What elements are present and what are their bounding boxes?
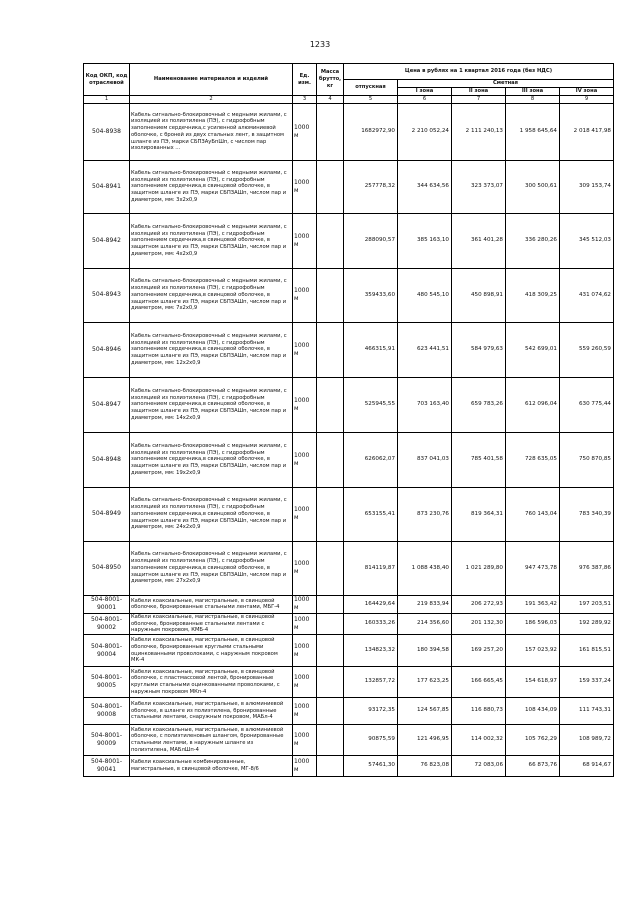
row-zone-2-price: 206 272,93 xyxy=(452,595,506,613)
row-code: 504-8950 xyxy=(84,541,130,595)
row-zone-3-price: 108 434,09 xyxy=(506,698,560,725)
row-mass xyxy=(317,698,344,725)
row-code: 504-8001-90009 xyxy=(84,725,130,756)
row-zone-3-price: 336 280,26 xyxy=(506,213,560,268)
row-name: Кабель сигнально-блокировочный с медными жилами, с изоляцией из полиэтилена (ПЭ), с гидрофобным заполнением сердечника,в свинцовой оболочке, в защитном шланге из ПЭ, марки СБПЗАШп, числом пар и диаметром, мм: 24х2х0,9 xyxy=(130,487,293,541)
row-code: 504-8949 xyxy=(84,487,130,541)
row-zone-2-price: 169 257,20 xyxy=(452,635,506,667)
row-zone-1-price: 124 567,85 xyxy=(398,698,452,725)
col-number: 3 xyxy=(293,96,317,104)
row-zone-1-price: 837 041,03 xyxy=(398,432,452,487)
header-zone-2: II зона xyxy=(452,88,506,96)
row-zone-4-price: 559 260,59 xyxy=(560,322,614,377)
row-unit: 1000 м xyxy=(293,213,317,268)
row-name: Кабели коаксиальные, магистральные, в свинцовой оболочке, с пластмассовой лентой, бронированные круглыми стальными оцинкованными проволоками, с наружным покровом МКп-4 xyxy=(130,667,293,698)
row-zone-1-price: 703 163,40 xyxy=(398,377,452,432)
row-zone-1-price: 1 088 438,40 xyxy=(398,541,452,595)
row-zone-2-price: 323 373,07 xyxy=(452,160,506,213)
row-mass xyxy=(317,635,344,667)
row-code: 504-8941 xyxy=(84,160,130,213)
row-release-price: 814119,87 xyxy=(344,541,398,595)
row-name: Кабель сигнально-блокировочный с медными жилами, с изоляцией из полиэтилена (ПЭ), с гидрофобным заполнением сердечника,в свинцовой оболочке, в защитном шланге из ПЭ, марки СБПЗАШп, числом пар и диаметром, мм: 14х2х0,9 xyxy=(130,377,293,432)
row-code: 504-8942 xyxy=(84,213,130,268)
row-release-price: 160333,26 xyxy=(344,613,398,634)
row-zone-3-price: 542 699,01 xyxy=(506,322,560,377)
col-number: 7 xyxy=(452,96,506,104)
row-name: Кабель сигнально-блокировочный с медными жилами, с изоляцией из полиэтилена (ПЭ), с гидрофобным заполнением сердечника,в свинцовой оболочке, в защитном шланге из ПЭ, марки СБПЗАШп, числом пар и диаметром, мм: 12х2х0,9 xyxy=(130,322,293,377)
row-zone-1-price: 180 394,58 xyxy=(398,635,452,667)
row-code: 504-8001-90005 xyxy=(84,667,130,698)
header-code: Код ОКП, код отраслевой xyxy=(84,64,130,96)
row-unit: 1000 м xyxy=(293,432,317,487)
row-zone-3-price: 105 762,29 xyxy=(506,725,560,756)
row-zone-4-price: 2 018 417,98 xyxy=(560,103,614,160)
table-row xyxy=(84,613,614,634)
row-unit: 1000 м xyxy=(293,541,317,595)
row-unit: 1000 м xyxy=(293,698,317,725)
row-zone-2-price: 72 083,06 xyxy=(452,756,506,777)
row-mass xyxy=(317,103,344,160)
row-zone-1-price: 344 634,56 xyxy=(398,160,452,213)
row-unit: 1000 м xyxy=(293,595,317,613)
row-zone-1-price: 480 545,10 xyxy=(398,268,452,322)
row-zone-4-price: 976 387,86 xyxy=(560,541,614,595)
row-release-price: 525945,55 xyxy=(344,377,398,432)
row-zone-3-price: 300 500,61 xyxy=(506,160,560,213)
row-release-price: 288090,57 xyxy=(344,213,398,268)
table-row xyxy=(84,487,614,541)
row-zone-4-price: 431 074,62 xyxy=(560,268,614,322)
row-release-price: 626062,07 xyxy=(344,432,398,487)
row-mass xyxy=(317,322,344,377)
row-zone-3-price: 157 023,92 xyxy=(506,635,560,667)
row-zone-4-price: 345 512,03 xyxy=(560,213,614,268)
row-code: 504-8943 xyxy=(84,268,130,322)
row-unit: 1000 м xyxy=(293,322,317,377)
row-zone-3-price: 760 143,04 xyxy=(506,487,560,541)
row-zone-2-price: 1 021 289,80 xyxy=(452,541,506,595)
row-mass xyxy=(317,432,344,487)
table-row xyxy=(84,541,614,595)
table-row xyxy=(84,725,614,756)
col-number: 9 xyxy=(560,96,614,104)
header-zone-4: IV зона xyxy=(560,88,614,96)
row-mass xyxy=(317,377,344,432)
row-zone-1-price: 385 163,10 xyxy=(398,213,452,268)
row-zone-4-price: 309 153,74 xyxy=(560,160,614,213)
table-row xyxy=(84,595,614,613)
row-zone-4-price: 197 203,51 xyxy=(560,595,614,613)
row-zone-1-price: 121 496,95 xyxy=(398,725,452,756)
row-code: 504-8947 xyxy=(84,377,130,432)
row-zone-3-price: 66 873,76 xyxy=(506,756,560,777)
row-code: 504-8001-90008 xyxy=(84,698,130,725)
row-zone-3-price: 728 635,05 xyxy=(506,432,560,487)
row-mass xyxy=(317,595,344,613)
row-unit: 1000 м xyxy=(293,667,317,698)
row-unit: 1000 м xyxy=(293,756,317,777)
row-zone-2-price: 819 364,31 xyxy=(452,487,506,541)
header-zone-1: I зона xyxy=(398,88,452,96)
row-zone-4-price: 630 775,44 xyxy=(560,377,614,432)
row-release-price: 134823,32 xyxy=(344,635,398,667)
table-row xyxy=(84,268,614,322)
row-zone-4-price: 159 337,24 xyxy=(560,667,614,698)
row-zone-1-price: 219 833,94 xyxy=(398,595,452,613)
row-mass xyxy=(317,725,344,756)
table-row xyxy=(84,635,614,667)
row-name: Кабели коаксиальные, магистральные, в свинцовой оболочке, бронированные стальными лентами с наружным покровом, КМБ-4 xyxy=(130,613,293,634)
row-name: Кабели коаксиальные, магистральные, в свинцовой оболочке, бронированные стальными лентами, МБГ-4 xyxy=(130,595,293,613)
col-number: 8 xyxy=(506,96,560,104)
row-zone-3-price: 418 309,25 xyxy=(506,268,560,322)
row-name: Кабели коаксиальные комбинированные, магистральные, в свинцовой оболочке, МГ-8/6 xyxy=(130,756,293,777)
table-row xyxy=(84,213,614,268)
row-zone-2-price: 166 665,45 xyxy=(452,667,506,698)
col-number: 2 xyxy=(130,96,293,104)
row-name: Кабель сигнально-блокировочный с медными жилами, с изоляцией из полиэтилена (ПЭ), с гидрофобным заполнением сердечника,в свинцовой оболочке, в защитном шланге из ПЭ, марки СБПЗАШп, числом пар и диаметром, мм: 27х2х0,9 xyxy=(130,541,293,595)
row-zone-1-price: 76 823,08 xyxy=(398,756,452,777)
row-zone-1-price: 214 356,60 xyxy=(398,613,452,634)
row-zone-2-price: 201 132,30 xyxy=(452,613,506,634)
row-zone-3-price: 947 473,78 xyxy=(506,541,560,595)
header-name: Наименование материалов и изделий xyxy=(130,64,293,96)
row-code: 504-8001-90004 xyxy=(84,635,130,667)
row-name: Кабели коаксиальные, магистральные, в алюминиевой оболочке, в шланге из полиэтилена, бронированные стальными лентами, снаружным покровом, МАБл-4 xyxy=(130,698,293,725)
row-release-price: 466315,91 xyxy=(344,322,398,377)
row-zone-4-price: 111 743,31 xyxy=(560,698,614,725)
row-zone-2-price: 450 898,91 xyxy=(452,268,506,322)
row-zone-4-price: 783 340,39 xyxy=(560,487,614,541)
row-release-price: 1682972,90 xyxy=(344,103,398,160)
row-unit: 1000 м xyxy=(293,377,317,432)
table-body xyxy=(84,103,614,776)
row-mass xyxy=(317,487,344,541)
row-zone-2-price: 361 401,28 xyxy=(452,213,506,268)
row-zone-4-price: 68 914,67 xyxy=(560,756,614,777)
row-name: Кабель сигнально-блокировочный с медными жилами, с изоляцией из полиэтилена (ПЭ), с гидрофобным заполнением сердечника,в свинцовой оболочке, в защитном шланге из ПЭ, марки СБПЗАШп, числом пар и диаметром, мм: 4х2х0,9 xyxy=(130,213,293,268)
table-row xyxy=(84,432,614,487)
row-zone-2-price: 785 401,58 xyxy=(452,432,506,487)
row-zone-2-price: 584 979,63 xyxy=(452,322,506,377)
header-estimate: Сметная xyxy=(398,80,614,88)
table-row xyxy=(84,377,614,432)
row-code: 504-8001-90041 xyxy=(84,756,130,777)
row-unit: 1000 м xyxy=(293,160,317,213)
row-release-price: 257778,32 xyxy=(344,160,398,213)
row-mass xyxy=(317,160,344,213)
row-name: Кабель сигнально-блокировочный с медными жилами, с изоляцией из полиэтилена (ПЭ), с гидрофобным заполнением сердечника,с усиленной алюминиевой оболочке, с броней из двух стальных лент, в защитном шланге из ПЭ, марки СБПЗАуБпШп, с числом пар изолированных ... xyxy=(130,103,293,160)
table-row xyxy=(84,160,614,213)
row-code: 504-8001-90001 xyxy=(84,595,130,613)
row-name: Кабели коаксиальные, магистральные, в свинцовой оболочке, бронированные круглыми стальными оцинкованными проволоками, с наружным покровом МК-4 xyxy=(130,635,293,667)
row-zone-2-price: 659 783,26 xyxy=(452,377,506,432)
row-zone-3-price: 1 958 645,64 xyxy=(506,103,560,160)
row-zone-4-price: 192 289,92 xyxy=(560,613,614,634)
col-number: 1 xyxy=(84,96,130,104)
row-zone-4-price: 161 815,51 xyxy=(560,635,614,667)
row-code: 504-8946 xyxy=(84,322,130,377)
row-code: 504-8938 xyxy=(84,103,130,160)
row-zone-3-price: 191 363,42 xyxy=(506,595,560,613)
row-zone-3-price: 186 596,03 xyxy=(506,613,560,634)
row-unit: 1000 м xyxy=(293,487,317,541)
header-mass: Масса брутто, кг xyxy=(317,64,344,96)
row-zone-4-price: 108 989,72 xyxy=(560,725,614,756)
row-release-price: 132857,72 xyxy=(344,667,398,698)
col-number: 6 xyxy=(398,96,452,104)
row-code: 504-8001-90002 xyxy=(84,613,130,634)
header-unit: Ед. изм. xyxy=(293,64,317,96)
row-release-price: 93172,35 xyxy=(344,698,398,725)
row-zone-1-price: 177 623,25 xyxy=(398,667,452,698)
row-zone-1-price: 623 441,51 xyxy=(398,322,452,377)
row-mass xyxy=(317,756,344,777)
col-number: 5 xyxy=(344,96,398,104)
header-release: отпускная xyxy=(344,80,398,96)
row-zone-2-price: 114 002,32 xyxy=(452,725,506,756)
row-code: 504-8948 xyxy=(84,432,130,487)
row-unit: 1000 м xyxy=(293,103,317,160)
row-name: Кабель сигнально-блокировочный с медными жилами, с изоляцией из полиэтилена (ПЭ), с гидрофобным заполнением сердечника,в свинцовой оболочке, в защитном шланге из ПЭ, марки СБПЗАШп, числом пар и диаметром, мм: 7х2х0,9 xyxy=(130,268,293,322)
col-number: 4 xyxy=(317,96,344,104)
row-zone-3-price: 612 096,04 xyxy=(506,377,560,432)
header-price-group: Цена в рублях на 1 квартал 2016 года (без НДС) xyxy=(344,64,614,80)
row-mass xyxy=(317,613,344,634)
row-mass xyxy=(317,268,344,322)
row-release-price: 57461,30 xyxy=(344,756,398,777)
row-release-price: 653155,41 xyxy=(344,487,398,541)
row-mass xyxy=(317,541,344,595)
table-row xyxy=(84,756,614,777)
table-row xyxy=(84,698,614,725)
row-release-price: 359433,60 xyxy=(344,268,398,322)
row-zone-3-price: 154 618,97 xyxy=(506,667,560,698)
row-unit: 1000 м xyxy=(293,635,317,667)
row-zone-2-price: 116 880,73 xyxy=(452,698,506,725)
row-unit: 1000 м xyxy=(293,268,317,322)
row-zone-4-price: 750 870,85 xyxy=(560,432,614,487)
row-mass xyxy=(317,213,344,268)
row-release-price: 90875,59 xyxy=(344,725,398,756)
header-zone-3: III зона xyxy=(506,88,560,96)
price-table xyxy=(83,63,614,777)
row-name: Кабель сигнально-блокировочный с медными жилами, с изоляцией из полиэтилена (ПЭ), с гидрофобным заполнением сердечника,в свинцовой оболочке, в защитном шланге из ПЭ, марки СБПЗАШп, числом пар и диаметром, мм: 3х2х0,9 xyxy=(130,160,293,213)
table-row xyxy=(84,322,614,377)
row-zone-1-price: 2 210 052,24 xyxy=(398,103,452,160)
row-release-price: 164429,64 xyxy=(344,595,398,613)
row-name: Кабель сигнально-блокировочный с медными жилами, с изоляцией из полиэтилена (ПЭ), с гидрофобным заполнением сердечника,в свинцовой оболочке, в защитном шланге из ПЭ, марки СБПЗАШп, числом пар и диаметром, мм: 19х2х0,9 xyxy=(130,432,293,487)
table-row xyxy=(84,103,614,160)
row-unit: 1000 м xyxy=(293,613,317,634)
row-zone-2-price: 2 111 240,13 xyxy=(452,103,506,160)
row-unit: 1000 м xyxy=(293,725,317,756)
page-number: 1233 xyxy=(309,40,331,49)
row-mass xyxy=(317,667,344,698)
table-row xyxy=(84,667,614,698)
row-zone-1-price: 873 230,76 xyxy=(398,487,452,541)
row-name: Кабели коаксиальные, магистральные, в алюминиевой оболочке, с полиэтиленовым шлангом, бронированные стальными лентами, в наружным шланге из полиэтилена, МАБлШп-4 xyxy=(130,725,293,756)
